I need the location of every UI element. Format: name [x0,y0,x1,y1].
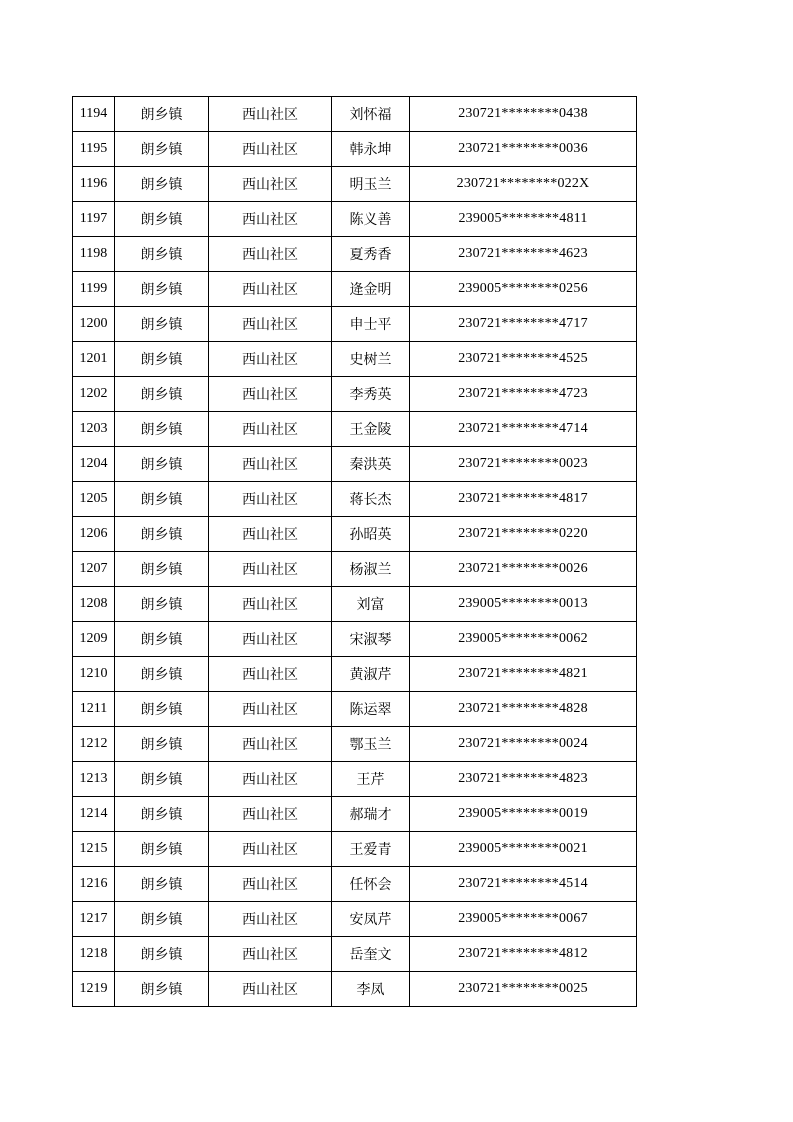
community-cell: 西山社区 [209,237,332,272]
town-cell: 朗乡镇 [115,937,209,972]
community-cell: 西山社区 [209,132,332,167]
row-number: 1200 [73,307,115,342]
town-cell: 朗乡镇 [115,97,209,132]
id-number-cell: 230721********4623 [410,237,637,272]
person-name-cell: 明玉兰 [332,167,410,202]
table-row [73,97,637,132]
row-number: 1218 [73,937,115,972]
community-cell: 西山社区 [209,342,332,377]
community-cell: 西山社区 [209,902,332,937]
person-name-cell: 李凤 [332,972,410,1007]
community-cell: 西山社区 [209,867,332,902]
row-number: 1210 [73,657,115,692]
town-cell: 朗乡镇 [115,237,209,272]
person-name-cell: 申士平 [332,307,410,342]
person-name-cell: 宋淑琴 [332,622,410,657]
table-row [73,692,637,727]
id-number-cell: 230721********0036 [410,132,637,167]
town-cell: 朗乡镇 [115,167,209,202]
community-cell: 西山社区 [209,692,332,727]
community-cell: 西山社区 [209,307,332,342]
row-number: 1195 [73,132,115,167]
row-number: 1204 [73,447,115,482]
table-row [73,727,637,762]
id-number-cell: 230721********4717 [410,307,637,342]
id-number-cell: 239005********0013 [410,587,637,622]
town-cell: 朗乡镇 [115,692,209,727]
table-row [73,167,637,202]
row-number: 1198 [73,237,115,272]
person-name-cell: 安凤芹 [332,902,410,937]
town-cell: 朗乡镇 [115,517,209,552]
community-cell: 西山社区 [209,937,332,972]
community-cell: 西山社区 [209,797,332,832]
town-cell: 朗乡镇 [115,797,209,832]
table-row [73,622,637,657]
id-number-cell: 230721********0023 [410,447,637,482]
id-number-cell: 239005********0021 [410,832,637,867]
table-row [73,657,637,692]
person-name-cell: 刘怀福 [332,97,410,132]
id-number-cell: 230721********022X [410,167,637,202]
person-name-cell: 蒋长杰 [332,482,410,517]
row-number: 1209 [73,622,115,657]
person-name-cell: 岳奎文 [332,937,410,972]
row-number: 1206 [73,517,115,552]
person-name-cell: 王芹 [332,762,410,797]
id-number-cell: 239005********4811 [410,202,637,237]
town-cell: 朗乡镇 [115,657,209,692]
table-row [73,832,637,867]
person-name-cell: 韩永坤 [332,132,410,167]
table-row [73,552,637,587]
person-name-cell: 夏秀香 [332,237,410,272]
person-name-cell: 黄淑芹 [332,657,410,692]
person-name-cell: 鄂玉兰 [332,727,410,762]
community-cell: 西山社区 [209,412,332,447]
id-number-cell: 239005********0019 [410,797,637,832]
person-name-cell: 王爱青 [332,832,410,867]
table-row [73,307,637,342]
id-number-cell: 230721********4828 [410,692,637,727]
community-cell: 西山社区 [209,657,332,692]
town-cell: 朗乡镇 [115,972,209,1007]
id-number-cell: 230721********4821 [410,657,637,692]
person-name-cell: 郝瑞才 [332,797,410,832]
table-row [73,517,637,552]
town-cell: 朗乡镇 [115,412,209,447]
town-cell: 朗乡镇 [115,482,209,517]
row-number: 1199 [73,272,115,307]
table-row [73,342,637,377]
id-number-cell: 230721********0024 [410,727,637,762]
community-cell: 西山社区 [209,517,332,552]
row-number: 1208 [73,587,115,622]
id-number-cell: 239005********0067 [410,902,637,937]
table-row [73,237,637,272]
community-cell: 西山社区 [209,622,332,657]
person-name-cell: 陈运翠 [332,692,410,727]
community-cell: 西山社区 [209,482,332,517]
table-row [73,377,637,412]
town-cell: 朗乡镇 [115,307,209,342]
person-name-cell: 逄金明 [332,272,410,307]
table-row [73,797,637,832]
id-number-cell: 230721********0026 [410,552,637,587]
town-cell: 朗乡镇 [115,867,209,902]
community-cell: 西山社区 [209,587,332,622]
community-cell: 西山社区 [209,762,332,797]
table-row [73,272,637,307]
town-cell: 朗乡镇 [115,832,209,867]
person-name-cell: 孙昭英 [332,517,410,552]
id-number-cell: 230721********0438 [410,97,637,132]
id-number-cell: 230721********4723 [410,377,637,412]
community-cell: 西山社区 [209,202,332,237]
town-cell: 朗乡镇 [115,902,209,937]
community-cell: 西山社区 [209,167,332,202]
table-row [73,482,637,517]
town-cell: 朗乡镇 [115,132,209,167]
community-cell: 西山社区 [209,727,332,762]
row-number: 1194 [73,97,115,132]
person-name-cell: 陈义善 [332,202,410,237]
row-number: 1213 [73,762,115,797]
town-cell: 朗乡镇 [115,727,209,762]
row-number: 1216 [73,867,115,902]
community-cell: 西山社区 [209,832,332,867]
town-cell: 朗乡镇 [115,342,209,377]
person-name-cell: 王金陵 [332,412,410,447]
id-number-cell: 230721********4525 [410,342,637,377]
town-cell: 朗乡镇 [115,272,209,307]
community-cell: 西山社区 [209,552,332,587]
id-number-cell: 239005********0256 [410,272,637,307]
table-row [73,412,637,447]
table-row [73,447,637,482]
table-row [73,972,637,1007]
id-number-cell: 230721********4514 [410,867,637,902]
table-row [73,867,637,902]
table-row [73,202,637,237]
id-number-cell: 230721********4714 [410,412,637,447]
row-number: 1202 [73,377,115,412]
row-number: 1219 [73,972,115,1007]
row-number: 1215 [73,832,115,867]
row-number: 1201 [73,342,115,377]
person-name-cell: 刘富 [332,587,410,622]
id-number-cell: 230721********0025 [410,972,637,1007]
id-number-cell: 230721********4817 [410,482,637,517]
roster-table [72,96,637,1007]
town-cell: 朗乡镇 [115,622,209,657]
row-number: 1217 [73,902,115,937]
community-cell: 西山社区 [209,447,332,482]
person-name-cell: 史树兰 [332,342,410,377]
community-cell: 西山社区 [209,377,332,412]
roster-table-body [73,97,637,1007]
town-cell: 朗乡镇 [115,202,209,237]
id-number-cell: 230721********0220 [410,517,637,552]
town-cell: 朗乡镇 [115,587,209,622]
id-number-cell: 230721********4812 [410,937,637,972]
row-number: 1205 [73,482,115,517]
table-row [73,132,637,167]
person-name-cell: 杨淑兰 [332,552,410,587]
table-row [73,587,637,622]
town-cell: 朗乡镇 [115,762,209,797]
town-cell: 朗乡镇 [115,447,209,482]
table-row [73,937,637,972]
row-number: 1197 [73,202,115,237]
table-row [73,902,637,937]
row-number: 1203 [73,412,115,447]
table-row [73,762,637,797]
id-number-cell: 239005********0062 [410,622,637,657]
row-number: 1211 [73,692,115,727]
person-name-cell: 任怀会 [332,867,410,902]
row-number: 1212 [73,727,115,762]
person-name-cell: 秦洪英 [332,447,410,482]
id-number-cell: 230721********4823 [410,762,637,797]
community-cell: 西山社区 [209,972,332,1007]
community-cell: 西山社区 [209,97,332,132]
person-name-cell: 李秀英 [332,377,410,412]
row-number: 1214 [73,797,115,832]
town-cell: 朗乡镇 [115,377,209,412]
town-cell: 朗乡镇 [115,552,209,587]
community-cell: 西山社区 [209,272,332,307]
row-number: 1196 [73,167,115,202]
row-number: 1207 [73,552,115,587]
